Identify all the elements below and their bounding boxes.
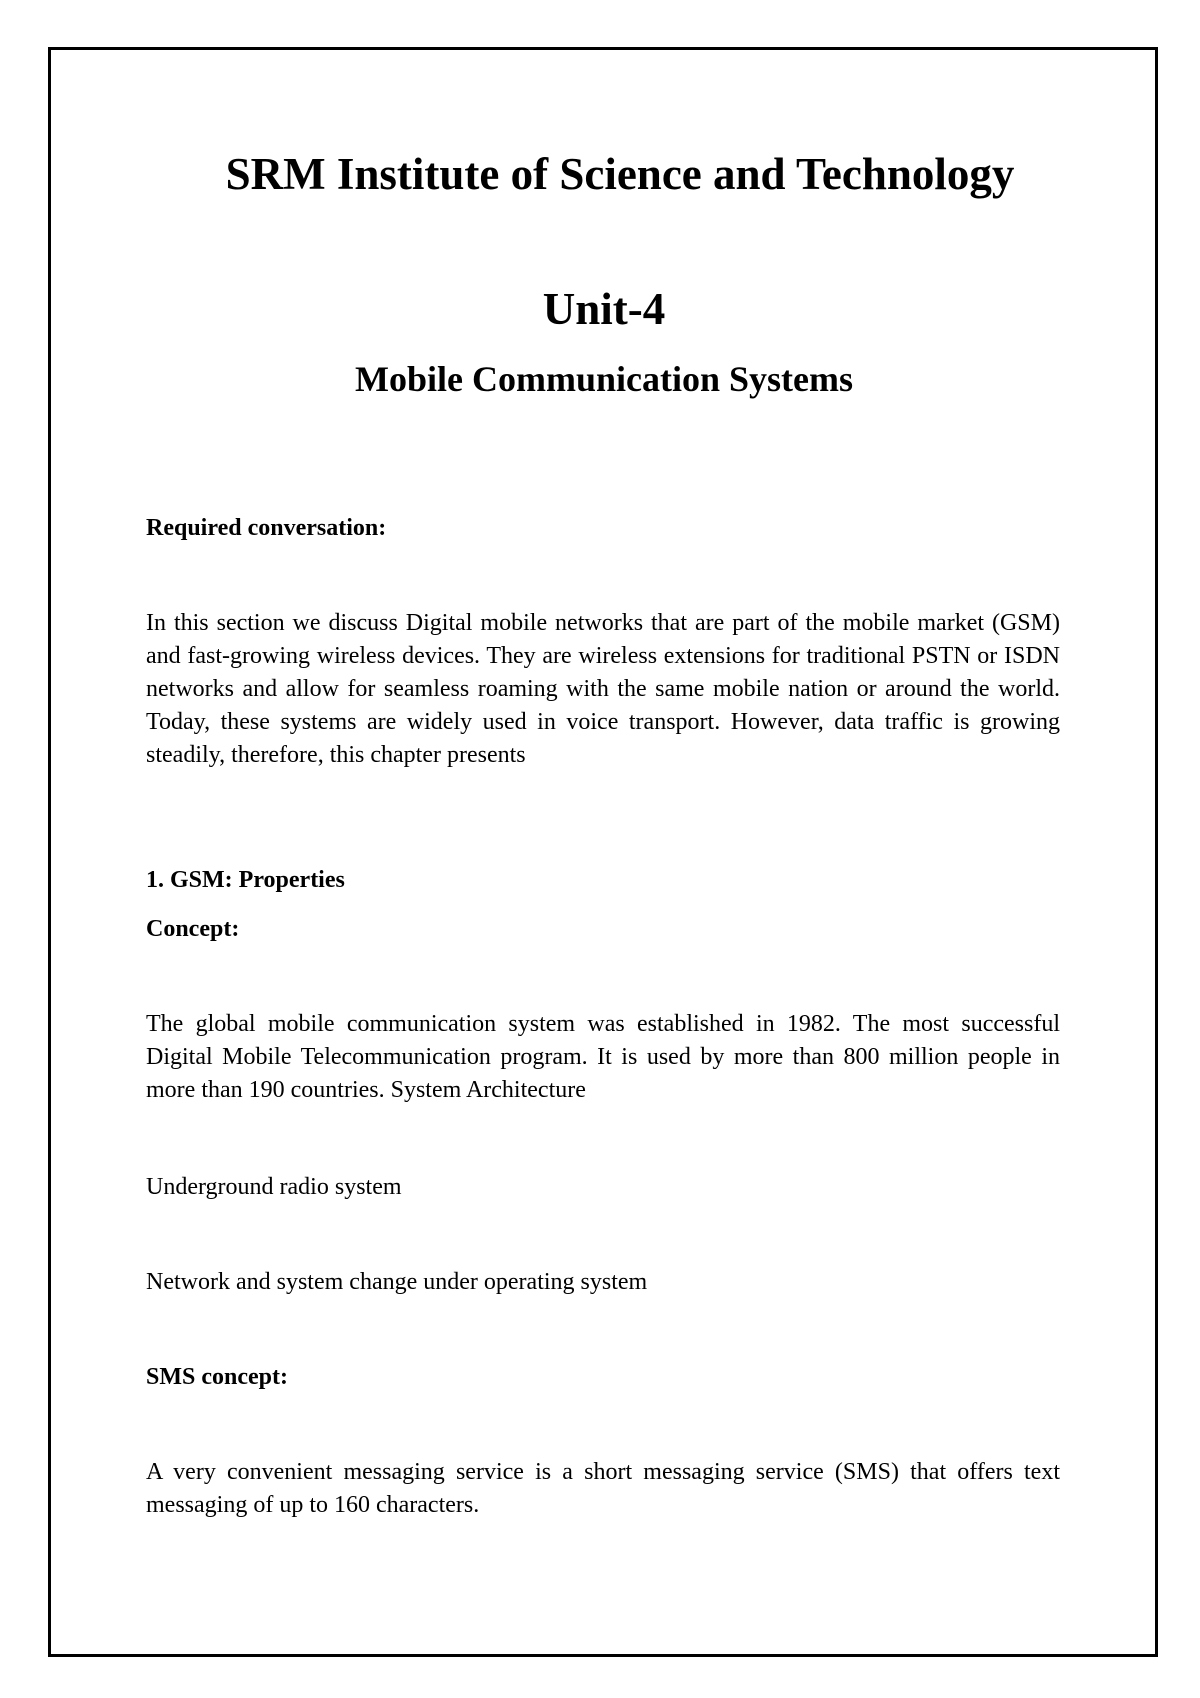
- required-conversation-heading: Required conversation:: [146, 515, 387, 541]
- concept-heading: Concept:: [146, 916, 240, 942]
- sms-concept-paragraph: A very convenient messaging service is a short messaging service (SMS) that offers text messaging of up to 160 characters.: [146, 1459, 1060, 1518]
- required-conversation-paragraph: In this section we discuss Digital mobile networks that are part of the mobile market (GSM) and fast-growing wireless devices. They are wireless extensions for traditional PSTN or ISDN networks and allow for seamless roaming with the same mobile nation or around the world. Today, these systems are widely used in voice transport. However, data traffic is growing steadily, therefore, this chapter presents: [146, 610, 1060, 768]
- network-system-line: Network and system change under operating system: [146, 1269, 648, 1295]
- gsm-properties-heading: 1. GSM: Properties: [146, 867, 345, 893]
- sms-concept-heading: SMS concept:: [146, 1364, 288, 1390]
- concept-paragraph: The global mobile communication system was established in 1982. The most successful Digital Mobile Telecommunication program. It is used by more than 800 million people in more than 190 countries. System Architecture: [146, 1011, 1060, 1103]
- unit-heading: Unit-4: [542, 284, 666, 334]
- underground-radio-line: Underground radio system: [146, 1174, 402, 1200]
- subject-heading: Mobile Communication Systems: [355, 359, 853, 399]
- institute-title: SRM Institute of Science and Technology: [225, 149, 1015, 199]
